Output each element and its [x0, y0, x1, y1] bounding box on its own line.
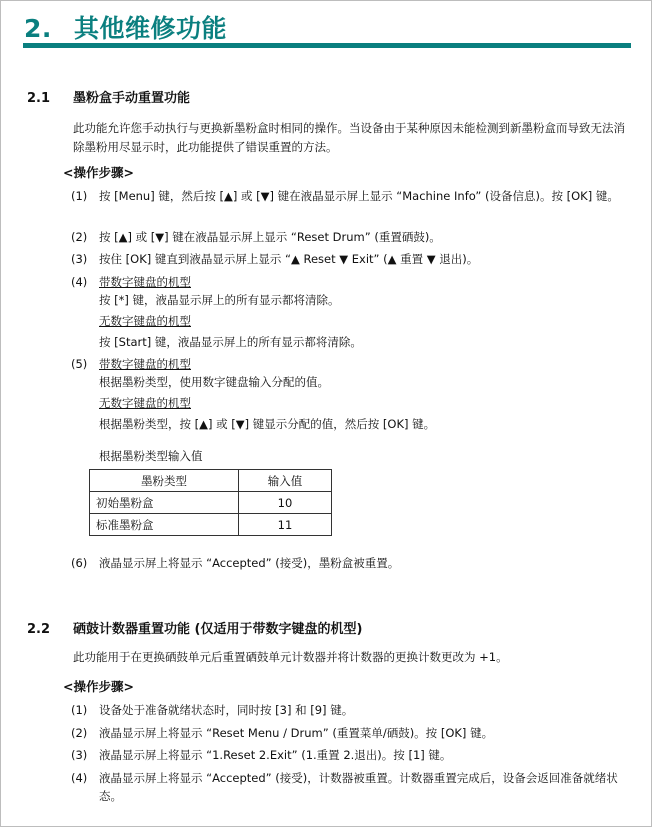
section-2-2-step-1 — [71, 701, 631, 719]
section-2-2-step-3 — [71, 746, 631, 764]
step-5-without-keypad-label: 无数字键盘的机型 — [99, 396, 191, 410]
step-number: (5) — [71, 357, 88, 371]
chapter-title — [24, 9, 227, 45]
step-text: 按 [▲] 或 [▼] 键在液晶显示屏上显示 “Reset Drum” (重置硒鼓)。 — [99, 230, 441, 244]
chapter-divider — [23, 43, 631, 48]
toner-table-caption: 根据墨粉类型输入值 — [99, 449, 203, 463]
section-2-2-steps-label: <操作步骤> — [63, 679, 134, 694]
table-cell: 10 — [239, 492, 332, 514]
section-2-2-heading — [27, 618, 362, 637]
step-text: 按住 [OK] 键直到液晶显示屏上显示 “▲ Reset ▼ Exit” (▲ 重置 ▼ 退出)。 — [99, 252, 479, 266]
step-number: (3) — [71, 748, 88, 762]
step-text: 设备处于准备就绪状态时，同时按 [3] 和 [9] 键。 — [99, 703, 354, 717]
step-text: 液晶显示屏上将显示 “Accepted” (接受)，计数器被重置。计数器重置完成后，设备会返回准备就绪状态。 — [99, 771, 618, 803]
step-text: 液晶显示屏上将显示 “Accepted” (接受)，墨粉盒被重置。 — [99, 556, 400, 570]
step-5-with-keypad-label: 带数字键盘的机型 — [99, 357, 191, 371]
step-4-without-keypad-label: 无数字键盘的机型 — [99, 314, 191, 328]
step-number: (2) — [71, 230, 88, 244]
section-2-1-intro: 此功能允许您手动执行与更换新墨粉盒时相同的操作。当设备由于某种原因未能检测到新墨粉盒而导致无法消除墨粉用尽显示时，此功能提供了错误重置的方法。 — [73, 121, 625, 154]
section-2-2-number: 2.2 — [27, 622, 51, 637]
step-number: (1) — [71, 189, 88, 203]
step-number: (4) — [71, 275, 88, 289]
step-4-without-keypad-text: 按 [Start] 键，液晶显示屏上的所有显示都将清除。 — [99, 335, 362, 349]
section-2-1-step-2 — [71, 228, 631, 246]
chapter-title-text: 其他维修功能 — [74, 14, 228, 43]
table-cell: 初始墨粉盒 — [90, 492, 239, 514]
table-cell: 11 — [239, 514, 332, 536]
section-2-1-steps-label: <操作步骤> — [63, 165, 134, 180]
section-2-1-step-6 — [71, 554, 631, 572]
table-cell: 标准墨粉盒 — [90, 514, 239, 536]
section-2-1-step-1 — [71, 187, 631, 205]
step-number: (2) — [71, 726, 88, 740]
section-2-2-step-2 — [71, 724, 631, 742]
table-row — [90, 514, 332, 536]
step-number: (6) — [71, 556, 88, 570]
table-header: 墨粉类型 — [90, 470, 239, 492]
toner-value-table — [89, 469, 332, 536]
chapter-number: 2. — [24, 14, 52, 43]
section-2-1-heading — [27, 87, 190, 106]
step-4-with-keypad-label: 带数字键盘的机型 — [99, 275, 191, 289]
step-number: (3) — [71, 252, 88, 266]
step-5-with-keypad-text: 根据墨粉类型，使用数字键盘输入分配的值。 — [99, 375, 329, 389]
step-text: 按 [Menu] 键，然后按 [▲] 或 [▼] 键在液晶显示屏上显示 “Machine Info” (设备信息)。按 [OK] 键。 — [99, 189, 619, 203]
section-2-1-step-3 — [71, 250, 631, 268]
section-2-1-number: 2.1 — [27, 91, 51, 106]
section-2-2-intro: 此功能用于在更换硒鼓单元后重置硒鼓单元计数器并将计数器的更换计数更改为 +1。 — [73, 650, 508, 664]
step-5-without-keypad-text: 根据墨粉类型，按 [▲] 或 [▼] 键显示分配的值，然后按 [OK] 键。 — [99, 417, 436, 431]
section-2-2-title: 硒鼓计数器重置功能 (仅适用于带数字键盘的机型) — [73, 622, 363, 637]
step-number: (1) — [71, 703, 88, 717]
step-number: (4) — [71, 771, 88, 785]
table-header: 输入值 — [239, 470, 332, 492]
section-2-2-step-4 — [71, 769, 631, 805]
step-text: 液晶显示屏上将显示 “Reset Menu / Drum” (重置菜单/硒鼓)。按 [OK] 键。 — [99, 726, 494, 740]
table-row — [90, 492, 332, 514]
step-text: 液晶显示屏上将显示 “1.Reset 2.Exit” (1.重置 2.退出)。按 [1] 键。 — [99, 748, 452, 762]
section-2-1-title: 墨粉盒手动重置功能 — [73, 91, 191, 106]
step-4-with-keypad-text: 按 [*] 键，液晶显示屏上的所有显示都将清除。 — [99, 293, 340, 307]
table-header-row — [90, 470, 332, 492]
